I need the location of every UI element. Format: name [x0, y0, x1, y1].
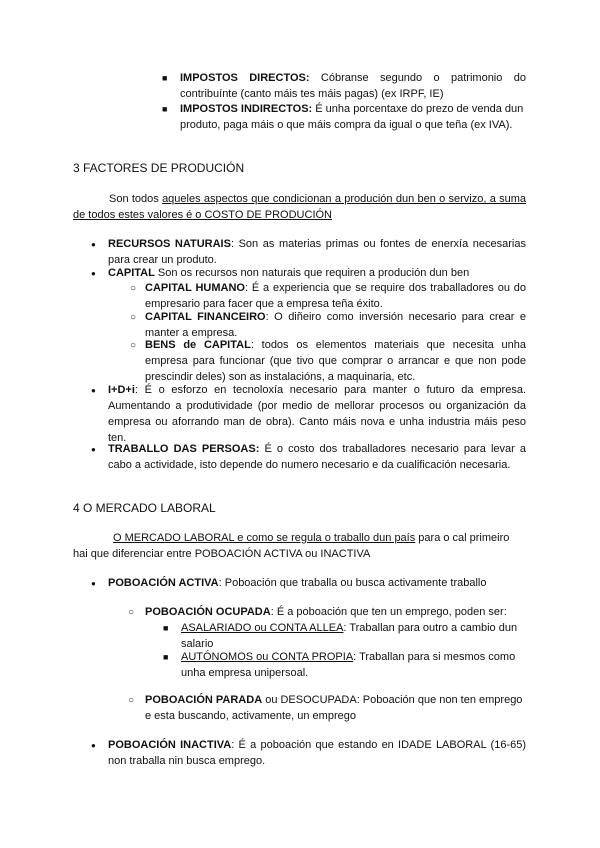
capital-humano-text: : É a experiencia que se require dos traballadores ou do empresario para facer que a empresa teña éxito. — [145, 282, 526, 310]
bens-de-capital-item — [145, 337, 526, 385]
bens-de-capital-label: BENS de CAPITAL — [145, 339, 251, 351]
section-3-heading: 3 FACTORES DE PRODUCIÓN — [73, 161, 245, 175]
dot-bullet-icon — [91, 236, 96, 253]
section-3-intro — [73, 191, 526, 223]
capital-financeiro-label: CAPITAL FINANCEIRO — [145, 311, 266, 323]
dot-bullet-icon — [91, 441, 96, 458]
autonomos-item — [181, 649, 526, 681]
capital-item — [108, 265, 526, 281]
section-4-intro-underlined: O MERCADO LABORAL e como se regula o traballo dun país — [113, 532, 416, 544]
bens-de-capital-text: : todos os elementos materiais que necesita unha empresa para funcionar (que tivo que comprar o arrancar e que non pode prescindir deles) son as instalacións, a maquinaria, etc. — [145, 339, 527, 383]
poboacion-inactiva-text: : É a poboación que estando en IDADE LABORAL (16-65) non traballa nin busca emprego. — [108, 739, 526, 767]
capital-text: Son os recursos non naturais que requiren a produción dun ben — [154, 267, 470, 279]
circle-bullet-icon — [130, 309, 136, 326]
poboacion-inactiva-label: POBOACIÓN INACTIVA — [108, 739, 232, 751]
section-4-intro — [73, 530, 526, 562]
idi-label: I+D+i — [108, 384, 135, 396]
capital-humano-label: CAPITAL HUMANO — [145, 282, 245, 294]
square-bullet-icon — [163, 620, 168, 636]
traballo-item — [108, 441, 526, 473]
dot-bullet-icon — [91, 382, 96, 399]
asalariado-label: ASALARIADO ou CONTA ALLEA — [181, 622, 344, 634]
dot-bullet-icon — [91, 265, 96, 282]
impostos-directos-label: IMPOSTOS DIRECTOS: — [180, 72, 310, 84]
impostos-indirectos-item — [180, 101, 526, 133]
idi-text: : É o esforzo en tecnoloxía necesario para manter o futuro da empresa. Aumentando a produtividade (por medio de mellorar procesos ou organización da empresa ou aforrando man de obra). Canto máis nova e unha industria máis peso ten. — [108, 384, 526, 444]
section-4-intro-plain: para o cal primeiro hai que diferenciar entre POBOACIÓN ACTIVA ou INACTIVA — [73, 532, 510, 560]
poboacion-ocupada-text: : É a poboación que ten un emprego, poden ser: — [270, 606, 507, 618]
poboacion-ocupada-item — [145, 604, 526, 620]
poboacion-activa-text: : Poboación que traballa ou busca activamente traballo — [218, 577, 487, 589]
capital-humano-item — [145, 280, 526, 312]
impostos-indirectos-text: É unha porcentaxe do prezo de venda dun produto, paga máis o que máis compra da igual o que teña (ex IVA). — [180, 103, 524, 131]
poboacion-activa-item — [108, 575, 526, 591]
impostos-directos-item — [180, 70, 526, 102]
impostos-indirectos-label: IMPOSTOS INDIRECTOS: — [180, 103, 313, 115]
square-bullet-icon — [162, 70, 167, 86]
section-4-heading: 4 O MERCADO LABORAL — [73, 501, 216, 515]
section-3-intro-underlined: aqueles aspectos que condicionan a produción dun ben o servizo, a suma de todos estes valores é o COSTO DE PRODUCIÓN — [73, 193, 526, 221]
recursos-naturais-text: : Son as materias primas ou fontes de enerxía necesarias para crear un produto. — [108, 238, 526, 266]
poboacion-parada-label: POBOACIÓN PARADA — [145, 694, 263, 706]
impostos-directos-text: Cóbranse segundo o patrimonio do contribuínte (canto máis tes máis pagas) (ex IRPF, IE) — [180, 72, 526, 100]
circle-bullet-icon — [130, 280, 136, 297]
section-3-intro-plain: Son todos — [109, 193, 163, 205]
square-bullet-icon — [163, 649, 168, 665]
circle-bullet-icon — [128, 692, 134, 709]
circle-bullet-icon — [128, 604, 134, 621]
autonomos-label: AUTÓNOMOS ou CONTA PROPIA — [181, 651, 354, 663]
poboacion-inactiva-item — [108, 737, 526, 769]
capital-label: CAPITAL — [108, 267, 155, 279]
poboacion-activa-label: POBOACIÓN ACTIVA — [108, 577, 219, 589]
dot-bullet-icon — [91, 575, 96, 592]
recursos-naturais-item — [108, 236, 526, 268]
autonomos-text: : Traballan para si mesmos como unha empresa unipersoal. — [181, 651, 516, 679]
capital-financeiro-text: : O diñeiro como inversión necesario para crear e manter a empresa. — [145, 311, 526, 339]
square-bullet-icon — [162, 101, 167, 117]
asalariado-item — [181, 620, 526, 652]
asalariado-text: : Traballan para outro a cambio dun salario — [181, 622, 518, 650]
traballo-label: TRABALLO DAS PERSOAS: — [108, 443, 260, 455]
poboacion-parada-item — [145, 692, 526, 724]
recursos-naturais-label: RECURSOS NATURAIS — [108, 238, 231, 250]
circle-bullet-icon — [130, 337, 136, 354]
poboacion-parada-text: ou DESOCUPADA: Poboación que non ten emprego e esta buscando, activamente, un emprego — [145, 694, 523, 722]
dot-bullet-icon — [91, 737, 96, 754]
traballo-text: É o costo dos traballadores necesario para levar a cabo a actividade, isto depende do numero necesario e da cualificación necesaria. — [108, 443, 526, 471]
poboacion-ocupada-label: POBOACIÓN OCUPADA — [145, 606, 271, 618]
idi-item — [108, 382, 526, 446]
